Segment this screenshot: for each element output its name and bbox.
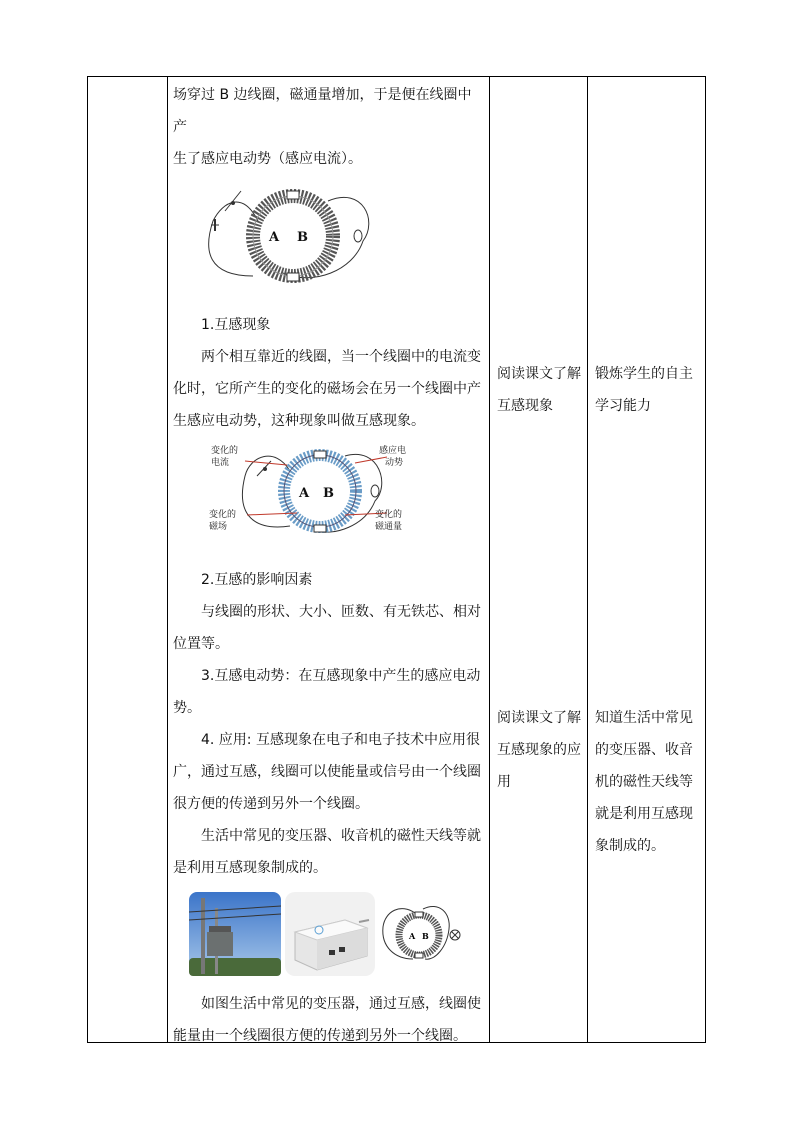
activity-line: 阅读课文了解 [497,366,581,382]
intent-line: 机的磁性天线等 [595,774,693,790]
coil-a-label: A [299,486,310,501]
coil-b-label: B [323,486,334,501]
section-1-title: 1.互感现象 [201,317,271,333]
coil-a-label: A [409,931,416,941]
section-2-body: 与线圈的形状、大小、匝数、有无铁芯、相对位置等。 [173,604,481,652]
mutual-induction-diagram [205,441,415,546]
column-divider [167,77,168,1042]
column-divider [489,77,490,1042]
activity-line: 阅读课文了解 [497,710,581,726]
student-activity-1 [497,358,587,422]
label-induced-emf-1: 感应电 [379,446,407,456]
coil-diagram-1 [203,181,373,291]
activity-line: 用 [497,774,511,790]
coil-diagram-2 [379,899,463,969]
teaching-content-column [173,77,483,1052]
intent-line: 锻炼学生的自主 [595,366,693,382]
section-4-extra: 生活中常见的变压器、收音机的磁性天线等就是利用互感现象制成的。 [173,828,481,876]
intent-line: 象制成的。 [595,838,665,854]
column-divider [587,77,588,1042]
coil-b-label: B [422,931,429,941]
application-photos [189,892,483,976]
section-4-body: 4. 应用: 互感现象在电子和电子技术中应用很广，通过互感，线圈可以使能量或信号由一个线圈很方便的传递到另外一个线圈。 [173,732,481,812]
student-activity-2 [497,702,587,798]
transformer-photo [189,892,281,976]
label-induced-emf-2: 动势 [385,458,404,468]
section-3-body: 3.互感电动势：在互感现象中产生的感应电动势。 [173,668,481,716]
label-changing-field-2: 磁场 [209,522,228,532]
closing-paragraph: 如图生活中常见的变压器，通过互感，线圈使能量由一个线圈很方便的传递到另外一个线圈。 [173,996,481,1044]
intent-line: 知道生活中常见 [595,710,693,726]
intent-line: 就是利用互感现 [595,806,693,822]
section-1-body: 两个相互靠近的线圈，当一个线圈中的电流变化时，它所产生的变化的磁场会在另一个线圈中产生感应电动势，这种现象叫做互感现象。 [173,349,481,429]
design-intent-2 [595,702,705,862]
intro-line-2: 生了感应电动势（感应电流）。 [173,151,362,167]
coil-a-label: A [269,230,280,245]
label-changing-current-2: 电流 [211,458,230,468]
section-2-title: 2.互感的影响因素 [201,572,313,588]
label-changing-flux-1: 变化的 [375,510,403,520]
intro-line-1: 场穿过 B 边线圈，磁通量增加，于是便在线圈中产 [173,87,472,135]
lesson-table [87,76,706,1043]
intent-line: 学习能力 [595,398,651,414]
charger-photo [285,892,375,976]
design-intent-1 [595,358,705,422]
activity-line: 互感现象的应 [497,742,581,758]
label-changing-field-1: 变化的 [209,510,237,520]
intent-line: 的变压器、收音 [595,742,693,758]
label-changing-flux-2: 磁通量 [375,522,403,532]
activity-line: 互感现象 [497,398,553,414]
label-changing-current-1: 变化的 [211,446,239,456]
coil-b-label: B [297,230,308,245]
